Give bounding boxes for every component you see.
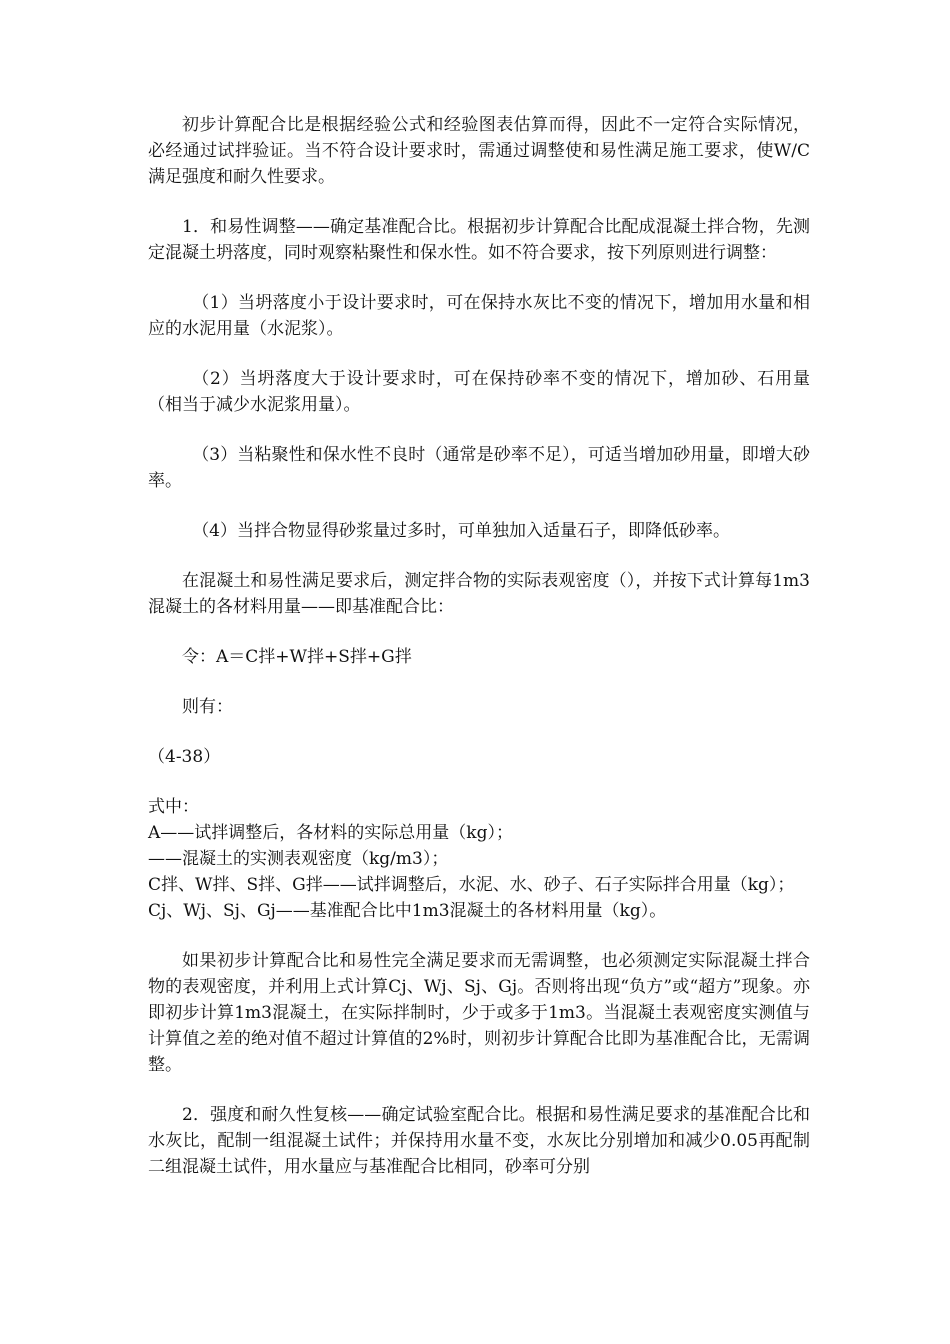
adjust-rule-4: （4）当拌合物显得砂浆量过多时，可单独加入适量石子，即降低砂率。	[192, 521, 731, 541]
then-line: 则有：	[182, 697, 233, 717]
definition-item: C拌、W拌、S拌、G拌——试拌调整后，水泥、水、砂子、石子实际拌合用量（kg）；	[148, 875, 795, 895]
definition-item: A——试拌调整后，各材料的实际总用量（kg）；	[148, 823, 513, 843]
adjust-rule-3: （3）当粘聚性和保水性不良时（通常是砂率不足），可适当增加砂用量，即增大砂率。	[148, 445, 810, 491]
section-2-paragraph: 2．强度和耐久性复核——确定试验室配合比。根据和易性满足要求的基准配合比和水灰比，配制一组混凝土试件；并保持用水量不变，水灰比分别增加和减少0.05再配制二组混凝土试件，用水量应与基准配合比相同，砂率可分别	[148, 1105, 810, 1177]
section-1-paragraph: 1．和易性调整——确定基准配合比。根据初步计算配合比配成混凝土拌合物，先测定混凝土坍落度，同时观察粘聚性和保水性。如不符合要求，按下列原则进行调整：	[148, 217, 810, 263]
where-label: 式中：	[148, 797, 199, 817]
definition-item: Cj、Wj、Sj、Gj——基准配合比中1m3混凝土的各材料用量（kg）。	[148, 901, 667, 921]
document-body	[148, 112, 810, 1180]
no-adjust-paragraph: 如果初步计算配合比和易性完全满足要求而无需调整，也必须测定实际混凝土拌合物的表观密度，并利用上式计算Cj、Wj、Sj、Gj。否则将出现“负方”或“超方”现象。亦即初步计算1m3混凝土，在实际拌制时，少于或多于1m3。当混凝土表观密度实测值与计算值之差的绝对值不超过计算值的2%时，则初步计算配合比即为基准配合比，无需调整。	[148, 951, 810, 1075]
intro-paragraph: 初步计算配合比是根据经验公式和经验图表估算而得，因此不一定符合实际情况，必经通过试拌验证。当不符合设计要求时，需通过调整使和易性满足施工要求，使W/C满足强度和耐久性要求。	[148, 115, 810, 187]
let-formula-line: 令：A＝C拌+W拌+S拌+G拌	[182, 647, 412, 667]
adjust-rule-1: （1）当坍落度小于设计要求时，可在保持水灰比不变的情况下，增加用水量和相应的水泥用量（水泥浆）。	[148, 293, 810, 339]
density-paragraph: 在混凝土和易性满足要求后，测定拌合物的实际表观密度（），并按下式计算每1m3混凝土的各材料用量——即基准配合比：	[148, 571, 810, 617]
formula-number: （4-38）	[148, 747, 221, 767]
adjust-rule-2: （2）当坍落度大于设计要求时，可在保持砂率不变的情况下，增加砂、石用量（相当于减少水泥浆用量）。	[148, 369, 810, 415]
definition-item: ——混凝土的实测表观密度（kg/m3）；	[148, 849, 449, 869]
definitions-block	[148, 794, 810, 924]
